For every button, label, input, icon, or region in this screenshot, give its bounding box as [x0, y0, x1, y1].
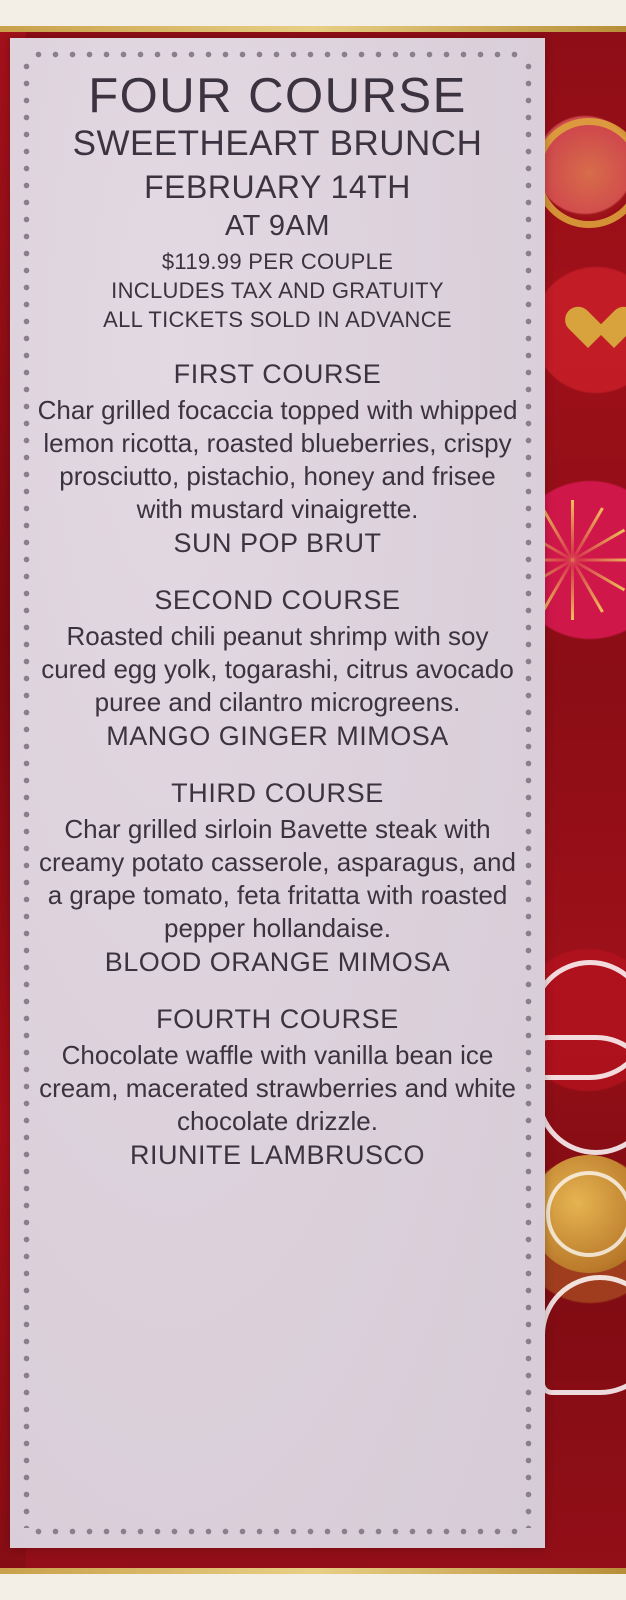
menu-content — [10, 38, 545, 1171]
course-pairing: MANGO GINGER MIMOSA — [106, 720, 449, 751]
course-title: SECOND COURSE — [154, 584, 401, 615]
course-description: Char grilled sirloin Bavette steak with creamy potato casserole, asparagus, and a grape tomato, feta fritatta with roasted pepper hollandaise. — [39, 813, 516, 943]
top-cream-band — [0, 0, 626, 26]
course-description: Roasted chili peanut shrimp with soy cured egg yolk, togarashi, citrus avocado puree and cilantro microgreens. — [41, 620, 514, 717]
course-title: FOURTH COURSE — [156, 1003, 399, 1034]
dotted-border-bottom — [30, 1527, 525, 1536]
event-tickets-note: ALL TICKETS SOLD IN ADVANCE — [103, 306, 452, 332]
course-title: FIRST COURSE — [173, 358, 382, 389]
event-subtitle: SWEETHEART BRUNCH — [72, 124, 483, 163]
top-gold-line — [0, 26, 626, 32]
course-description: Chocolate waffle with vanilla bean ice cream, macerated strawberries and white chocolate drizzle. — [39, 1039, 516, 1136]
bottom-gold-line — [0, 1568, 626, 1574]
gold-heart-ornament — [566, 308, 612, 352]
bottom-cream-band — [0, 1574, 626, 1600]
course-section — [36, 359, 519, 559]
course-title: THIRD COURSE — [171, 777, 384, 808]
page-title: FOUR COURSE — [88, 69, 467, 123]
gold-circle-ornament — [534, 118, 626, 228]
course-pairing: SUN POP BRUT — [173, 527, 382, 558]
event-includes-note: INCLUDES TAX AND GRATUITY — [111, 277, 444, 303]
event-date: FEBRUARY 14TH — [144, 168, 411, 205]
event-time: AT 9AM — [224, 209, 331, 242]
course-section — [36, 778, 519, 978]
course-section — [36, 1004, 519, 1171]
course-pairing: RIUNITE LAMBRUSCO — [129, 1140, 426, 1171]
menu-card — [10, 38, 545, 1548]
course-pairing: BLOOD ORANGE MIMOSA — [104, 946, 451, 977]
event-price: $119.99 PER COUPLE — [161, 248, 394, 274]
course-section — [36, 585, 519, 752]
white-swirl-ornament — [540, 1275, 626, 1395]
course-description: Char grilled focaccia topped with whipped lemon ricotta, roasted blueberries, crispy prosciutto, pistachio, honey and frisee with mustard vinaigrette. — [37, 394, 518, 524]
white-swirl-ornament — [536, 1035, 626, 1155]
